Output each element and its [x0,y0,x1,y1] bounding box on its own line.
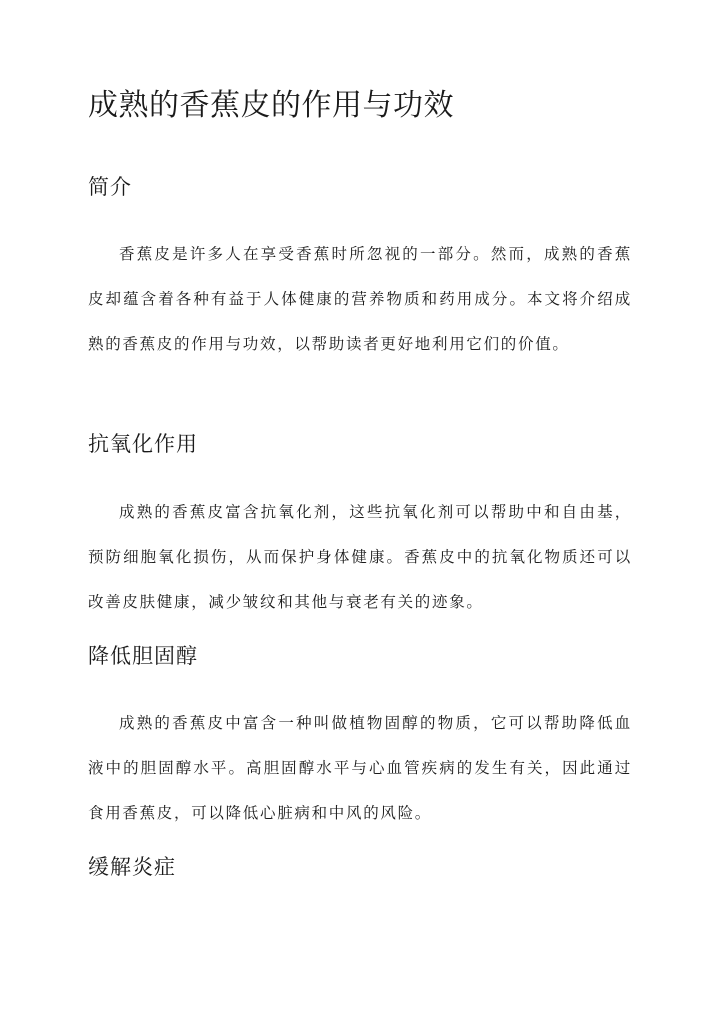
document-title: 成熟的香蕉皮的作用与功效 [88,88,454,123]
section-heading-cholesterol: 降低胆固醇 [88,644,198,668]
section-paragraph-antioxidant: 成熟的香蕉皮富含抗氧化剂，这些抗氧化剂可以帮助中和自由基，预防细胞氧化损伤，从而保护身体健康。香蕉皮中的抗氧化物质还可以改善皮肤健康，减少皱纹和其他与衰老有关的迹象。 [88,503,632,611]
section-paragraph-cholesterol: 成熟的香蕉皮中富含一种叫做植物固醇的物质，它可以帮助降低血液中的胆固醇水平。高胆固醇水平与心血管疾病的发生有关，因此通过食用香蕉皮，可以降低心脏病和中风的风险。 [88,714,632,822]
section-heading-intro: 简介 [88,175,132,199]
section-heading-antioxidant: 抗氧化作用 [88,432,198,456]
section-paragraph-intro: 香蕉皮是许多人在享受香蕉时所忽视的一部分。然而，成熟的香蕉皮却蕴含着各种有益于人体健康的营养物质和药用成分。本文将介绍成熟的香蕉皮的作用与功效，以帮助读者更好地利用它们的价值。 [88,245,632,353]
section-heading-inflammation: 缓解炎症 [88,855,176,879]
